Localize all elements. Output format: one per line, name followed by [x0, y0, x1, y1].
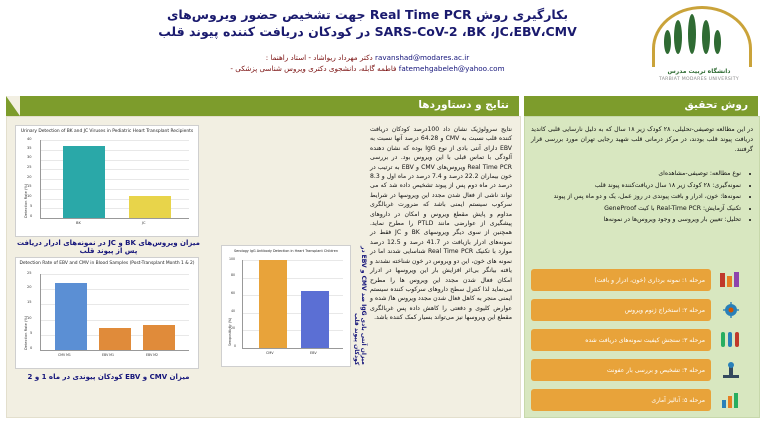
- university-logo: [640, 2, 758, 90]
- chart-1-title: Urinary Detection of BK and JC Viruses in Pediatric Heart Transplant Recipients: [20, 129, 194, 134]
- author-line-1: [95, 52, 640, 63]
- logo-leaf-icon-1: [674, 20, 682, 54]
- method-item-1: • نمونه‌گیری: ۲۸ کودک زیر ۱۸ سال دریافت‌کننده پیوند قلب: [519, 181, 741, 192]
- author-1-name: دکتر مهرداد ریواشاد - استاد راهنما :: [265, 53, 373, 62]
- microscope-icon: [715, 359, 747, 381]
- results-paragraph: نتایج سرولوژیک نشان داد 100درصد کودکان دریافت کننده قلب نسبت به CMV و 64.28 درصد آنها نسبت به EBV دارای آنتی بادی از نوع IgG بوده که نشان دهنده آلودگی با تماس قبلی با این ویروس بود. در بررسی Real Time PCR ویروس‌های CMV و EBV به ترتیب در خون بیماران 22.2 درصد و 7.4 درصد در ماه اول و 8.3 درصد در ماه دوم پس از پیوند تشخیص داده شد که می تواند ناشی از فعال شدن مجدد این ویروسها در شرایط سرکوب سیستم ایمنی باشد که ضرورت غربالگری مداوم و پایش مقطع ویروس و امکان در داروهای پیشگیری از عوارضی مانند PTLD را مطرح نماید. همچنین از سوی دیگر ویروسهای BK و JC فقط در نمونه‌های ادرار بازیافت در 41.7 درصد و 12.5 درصد موارد با تکنیک Real Time PCR شناسایی شدند اما در نمونه های خون، این دو ویروس در خون شناخته نشدند و یافته بیانگر بی‌اثر افزایش بار این ویروسها در ادرار امکان فعال شدن مجدد این ویروس ها را مطرح می‌نماید لذا کنترل سطح داروهای سرکوب کننده سیستم ایمنی منجر به کاهل فعال شدن مجدد ویروس ها/ شده و عوارض کلیوی و دفعتی را کاهش داده پس غربالگری مقطع این ویروسها نیز می‌تواند بسیار کمک کننده باشد.: [370, 126, 513, 322]
- logo-leaf-icon-3: [702, 20, 710, 54]
- method-list: [519, 169, 753, 227]
- stage-1-label: مرحله ۱: نمونه برداری (خون، ادرار و بافت): [594, 276, 705, 284]
- chart-icon: [715, 389, 747, 411]
- chart-2-title: Detection Rate of EBV and CMV in Blood Samples (Post-Transplant Month 1 & 2): [19, 261, 195, 266]
- chart-2-caption: میزان CMV و EBV کودکان پیوندی در ماه 1 و 2: [27, 373, 190, 381]
- poster-header: [0, 0, 764, 93]
- chart-ebv-cmv-blood: Detection Rate of EBV and CMV in Blood Samples (Post-Transplant Month 1 & 2) Detection Rate (%) 0 5 10 15 20 25 CMV M1 EBV M1 EBV M2: [15, 257, 199, 369]
- chart-2-xtick-2: EBV M1: [102, 353, 115, 357]
- title-line-2: SARS-CoV-2 ،BK ،JC،EBV،CMV در کودکان دریافت کننده پیوند قلب: [158, 24, 577, 39]
- stage-2-label: مرحله ۲: استخراج ژنوم ویروس: [624, 306, 705, 314]
- author-2-email[interactable]: fatemehgabeleh@yahoo.com: [398, 64, 505, 73]
- results-section-title: نتایج و دستاوردها: [418, 99, 509, 111]
- method-panel: [524, 116, 760, 418]
- stage-2: [531, 299, 711, 321]
- chart-3-xtick-cmv: CMV: [266, 351, 274, 355]
- author-block: [95, 52, 640, 74]
- author-line-2: [95, 63, 640, 74]
- chart-1-caption: میزان ویروس‌های BK و JC در نمونه‌های ادرار دریافت پس از پیوند قلب: [17, 239, 200, 255]
- title-line-1: بکارگیری روش Real Time PCR جهت تشخیص حضور ویروس‌های: [166, 7, 569, 22]
- chart-1-bar-bk: [63, 146, 105, 218]
- chart-2-bar-ebv-m1: [99, 328, 131, 350]
- results-section-band: [6, 96, 519, 116]
- chart-3-bar-cmv: [259, 260, 287, 348]
- stage-4-label: مرحله ۴: تشخیص و بررسی بار عفونت: [606, 366, 705, 374]
- logo-leaf-icon-5: [714, 30, 721, 54]
- chart-2-bar-cmv-m1: [55, 283, 87, 350]
- chart-2-xtick-1: CMV M1: [58, 353, 71, 357]
- chart-1-ylabel: Detection Rate (%): [24, 183, 28, 218]
- method-item-3: • تکنیک آزمایش: Real-Time PCR با کیت GeneProof: [519, 204, 741, 215]
- method-section-band: [524, 96, 758, 116]
- chart-1-xtick-jc: JC: [142, 221, 146, 225]
- logo-leaf-icon-4: [664, 30, 671, 54]
- author-1-email[interactable]: ravanshad@modares.ac.ir: [375, 53, 470, 62]
- chart-3-xtick-ebv: EBV: [310, 351, 317, 355]
- stage-4: [531, 359, 711, 381]
- stage-3-label: مرحله ۳: سنجش کیفیت نمونه‌های دریافت شده: [585, 336, 705, 344]
- method-intro: در این مطالعه توصیفی-تحلیلی، ۲۸ کودک زیر ۱۸ سال که به دلیل نارسایی قلبی کاندید دریافت پیوند قلب بودند، در مرکز درمانی قلب شهید رجایی تهران مورد بررسی قرار گرفتند.: [531, 126, 753, 153]
- chart-urinary-bk-jc: Urinary Detection of BK and JC Viruses in Pediatric Heart Transplant Recipients Detection Rate (%) 0 5 10 15 20 25 30 35 40 BK JC: [15, 125, 199, 237]
- virus-icon: [715, 299, 747, 321]
- logo-caption-en: TARBIAT MODARES UNIVERSITY: [658, 77, 740, 82]
- chart-1-bar-jc: [129, 196, 171, 218]
- stage-5-label: مرحله ۵: آنالیز آماری: [651, 396, 705, 404]
- stage-5: [531, 389, 711, 411]
- method-item-0: • نوع مطالعه: توصیفی-مشاهده‌ای: [519, 169, 741, 180]
- method-item-2: • نمونه‌ها: خون، ادرار و بافت پیوندی در روز عمل، یک و دو ماه پس از پیوند: [519, 192, 741, 203]
- stage-3: [531, 329, 711, 351]
- results-panel: [6, 116, 521, 418]
- chart-3-bar-ebv: [301, 291, 329, 348]
- method-item-4: • تحلیل: تعیین بار ویروسی و وجود ویروس‌ها در نمونه‌ها: [519, 215, 741, 226]
- chart-igg-seropositivity: Serology IgG Antibody Detection in Heart Transplant Children Seropositivity (%) 0 20 40 60 80 100 CMV EBV: [221, 245, 351, 367]
- method-section-title: روش تحقیق: [684, 99, 748, 111]
- chart-2-xtick-3: EBV M2: [146, 353, 159, 357]
- chart-3-ylabel: Seropositivity (%): [228, 317, 232, 346]
- logo-leaf-icon-2: [688, 14, 696, 54]
- logo-caption-fa: دانشگاه تربیت مدرس: [667, 68, 731, 75]
- chart-2-bar-ebv-m2: [143, 325, 175, 350]
- pcr-tube-icon: [715, 329, 747, 351]
- chart-3-title: Serology IgG Antibody Detection in Heart Transplant Children: [234, 249, 338, 253]
- stage-1: [531, 269, 711, 291]
- page-title: [95, 6, 640, 40]
- blood-sample-icon: [715, 269, 747, 291]
- author-2-name: فاطمه گابله، دانشجوی دکتری ویروس شناسی پزشکی -: [230, 64, 397, 73]
- chart-1-xtick-bk: BK: [76, 221, 81, 225]
- chart-3-caption: میزان آنتی بادی IgG ضد CMV و EBV در کودکان پیوند قلب: [353, 246, 367, 365]
- chart-2-ylabel: Detection Rate (%): [24, 315, 28, 350]
